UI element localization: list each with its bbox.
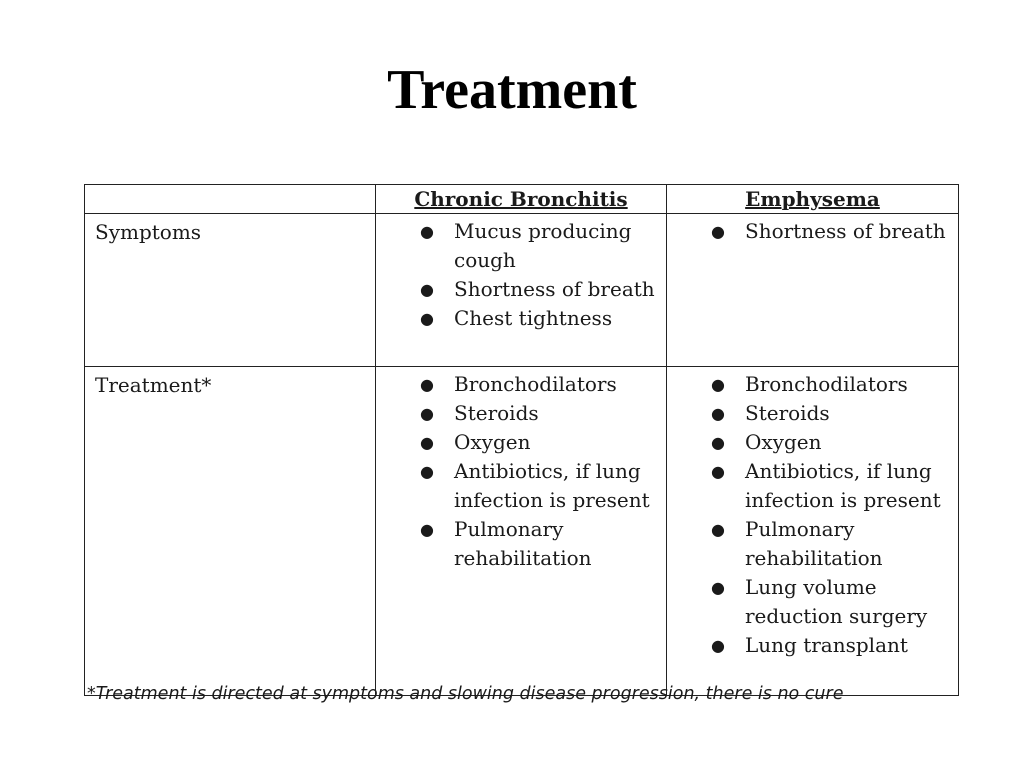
- symptoms-emphysema-cell: [667, 214, 959, 367]
- comparison-table: [84, 184, 959, 696]
- bullet-icon: ●: [420, 309, 434, 328]
- list-item: [667, 457, 950, 515]
- list-item-text: Steroids: [454, 401, 539, 425]
- bullet-icon: ●: [711, 375, 725, 394]
- list-item: [667, 399, 950, 428]
- bullet-icon: ●: [711, 404, 725, 423]
- page-title: Treatment: [387, 59, 637, 121]
- treatment-bronchitis-list: [376, 367, 666, 573]
- bullet-icon: ●: [420, 520, 434, 539]
- bullet-icon: ●: [420, 433, 434, 452]
- list-item: [376, 428, 658, 457]
- list-item-text: Lung transplant: [745, 633, 908, 657]
- list-item-text: Mucus producing cough: [454, 219, 632, 272]
- row-label-symptoms: Symptoms: [85, 214, 376, 367]
- footnote: *Treatment is directed at symptoms and slowing disease progression, there is no cure: [87, 684, 844, 704]
- treatment-bronchitis-cell: [376, 367, 667, 696]
- list-item-text: Steroids: [745, 401, 830, 425]
- list-item-text: Lung volume reduction surgery: [745, 575, 928, 628]
- list-item-text: Oxygen: [745, 430, 822, 454]
- list-item-text: Oxygen: [454, 430, 531, 454]
- bullet-icon: ●: [420, 280, 434, 299]
- list-item-text: Shortness of breath: [454, 277, 655, 301]
- list-item: [667, 573, 950, 631]
- list-item: [376, 457, 658, 515]
- bullet-icon: ●: [711, 636, 725, 655]
- table-row-symptoms: [85, 214, 959, 367]
- symptoms-emphysema-list: [667, 214, 958, 246]
- table-header-row: [85, 185, 959, 214]
- bullet-icon: ●: [711, 520, 725, 539]
- list-item-text: Pulmonary rehabilitation: [745, 517, 883, 570]
- bullet-icon: ●: [711, 578, 725, 597]
- bullet-icon: ●: [711, 222, 725, 241]
- header-chronic-bronchitis: Chronic Bronchitis: [376, 185, 667, 214]
- list-item-text: Antibiotics, if lung infection is present: [454, 459, 650, 512]
- header-emphysema: Emphysema: [667, 185, 959, 214]
- bullet-icon: ●: [420, 462, 434, 481]
- list-item: [667, 217, 950, 246]
- list-item: [667, 370, 950, 399]
- list-item-text: Pulmonary rehabilitation: [454, 517, 592, 570]
- list-item: [667, 631, 950, 660]
- symptoms-bronchitis-list: [376, 214, 666, 333]
- list-item: [376, 217, 658, 275]
- list-item: [376, 275, 658, 304]
- bullet-icon: ●: [420, 375, 434, 394]
- treatment-emphysema-list: [667, 367, 958, 660]
- table-row-treatment: [85, 367, 959, 696]
- bullet-icon: ●: [711, 462, 725, 481]
- symptoms-bronchitis-cell: [376, 214, 667, 367]
- treatment-emphysema-cell: [667, 367, 959, 696]
- list-item: [376, 399, 658, 428]
- bullet-icon: ●: [711, 433, 725, 452]
- list-item: [667, 515, 950, 573]
- list-item-text: Shortness of breath: [745, 219, 946, 243]
- row-label-treatment: Treatment*: [85, 367, 376, 696]
- bullet-icon: ●: [420, 404, 434, 423]
- header-empty-cell: [85, 185, 376, 214]
- list-item: [376, 515, 658, 573]
- list-item: [376, 370, 658, 399]
- bullet-icon: ●: [420, 222, 434, 241]
- list-item: [667, 428, 950, 457]
- list-item-text: Bronchodilators: [745, 372, 908, 396]
- list-item: [376, 304, 658, 333]
- list-item-text: Antibiotics, if lung infection is present: [745, 459, 941, 512]
- list-item-text: Bronchodilators: [454, 372, 617, 396]
- list-item-text: Chest tightness: [454, 306, 613, 330]
